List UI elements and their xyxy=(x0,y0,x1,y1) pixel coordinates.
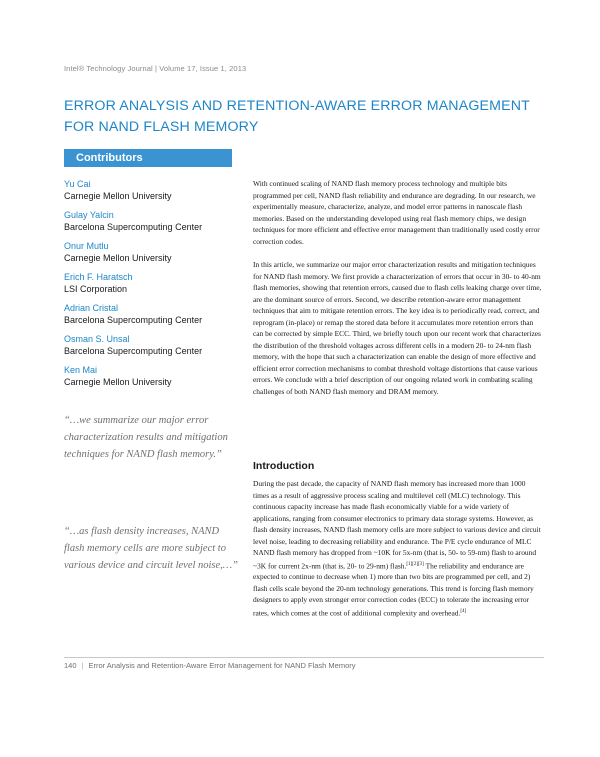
author-affiliation: Barcelona Supercomputing Center xyxy=(64,346,203,356)
footer-rule xyxy=(64,657,544,658)
author-name: Osman S. Unsal xyxy=(64,334,130,344)
running-title: Error Analysis and Retention-Aware Error Management for NAND Flash Memory xyxy=(88,661,356,670)
pullquote-1: “…we summarize our major error characterization results and mitigation techniques for NAND flash memory.” xyxy=(64,415,228,460)
author-name: Onur Mutlu xyxy=(64,241,109,251)
author-affiliation: Carnegie Mellon University xyxy=(64,191,172,201)
abstract-text-1: With continued scaling of NAND flash memory process technology and multiple bits programmed per cell, NAND flash reliability and endurance are degrading. In our research, we experimentally measure, characterize, analyze, and model error patterns in nanoscale flash memories. Based on the understanding developed using real flash memory chips, we design techniques for more efficient and effective error management than traditionally used costly error correction codes. xyxy=(253,179,540,246)
author-name: Erich F. Haratsch xyxy=(64,272,133,282)
intro-text-b: The reliability and endurance are expected to continue to decrease when 1) more than two bits are programmed per cell, and 2) flash cells scale beyond the 20-nm technology generations. This trend is forcing flash memory designers to apply even stronger error correction codes (ECC) to tolerate the increasing error rates, which comes at the cost of additional complexity and overhead. xyxy=(253,560,534,618)
abstract-paragraph-2 xyxy=(253,259,543,397)
citation-ref: [4] xyxy=(460,608,467,614)
author-name: Ken Mai xyxy=(64,365,98,375)
article-title: ERROR ANALYSIS AND RETENTION-AWARE ERROR MANAGEMENT FOR NAND FLASH MEMORY xyxy=(64,98,530,135)
author-entry xyxy=(64,302,244,326)
introduction-text xyxy=(253,478,543,619)
author-list xyxy=(64,178,244,395)
author-entry xyxy=(64,364,244,388)
author-entry xyxy=(64,209,244,233)
author-name: Gulay Yalcin xyxy=(64,210,114,220)
section-heading-introduction: Introduction xyxy=(253,460,315,472)
citation-ref: [1][2][3] xyxy=(406,561,424,567)
author-affiliation: LSI Corporation xyxy=(64,284,128,294)
author-affiliation: Carnegie Mellon University xyxy=(64,377,172,387)
pullquote-2: “…as flash density increases, NAND flash memory cells are more subject to various device and circuit level noise,…” xyxy=(64,526,238,571)
journal-header: Intel® Technology Journal | Volume 17, Issue 1, 2013 xyxy=(64,64,247,73)
author-entry xyxy=(64,271,244,295)
author-entry xyxy=(64,240,244,264)
footer-separator: | xyxy=(81,661,84,670)
author-entry xyxy=(64,333,244,357)
author-affiliation: Barcelona Supercomputing Center xyxy=(64,315,203,325)
intro-text-a: During the past decade, the capacity of NAND flash memory has increased more than 1000 times as a result of aggressive process scaling and multilevel cell (MLC) technology. This continuous capacity increase has made flash economically viable for a wide variety of applications, ranging from consumer electronics to primary data storage systems. However, as flash density increases, NAND flash memory cells are more subject to various device and circuit level noise, leading to decreasing reliability and endurance. The P/E cycle endurance of MLC NAND flash memory has dropped from ~10K for 5x-nm (that is, 50- to 59-nm) flash to around ~3K for current 2x-nm (that is, 20- to 29-nm) flash. xyxy=(253,479,541,570)
contributors-bar xyxy=(64,149,232,167)
author-name: Yu Cai xyxy=(64,179,91,189)
page-footer xyxy=(64,661,356,670)
author-affiliation: Carnegie Mellon University xyxy=(64,253,172,263)
abstract-text-2: In this article, we summarize our major error characterization results and mitigation techniques for NAND flash memory. We first provide a characterization of errors that occur in 30- to 40-nm flash memories, showing that retention errors, caused due to flash cells leaking charge over time, are the dominant source of errors. Second, we describe retention-aware error management techniques that aim to mitigate retention errors. The key idea is to periodically read, correct, and reprogram (in-place) or remap the stored data before it accumulates more retention errors than can be corrected by simple ECC. Third, we briefly touch upon our recent work that characterizes the distribution of the threshold voltages across different cells in a modern 20- to 24-nm flash memory, with the hope that such a characterization can enable the design of more effective and efficient error correction mechanisms to combat threshold voltage distortions that cause various errors. We conclude with a brief description of our ongoing related work in combating scaling challenges of both NAND flash memory and DRAM memory. xyxy=(253,260,542,396)
author-name: Adrian Cristal xyxy=(64,303,119,313)
author-affiliation: Barcelona Supercomputing Center xyxy=(64,222,203,232)
contributors-label: Contributors xyxy=(76,152,143,164)
abstract-paragraph-1 xyxy=(253,178,543,247)
page-number: 140 xyxy=(64,661,77,670)
introduction-paragraph xyxy=(253,478,543,619)
author-entry xyxy=(64,178,244,202)
